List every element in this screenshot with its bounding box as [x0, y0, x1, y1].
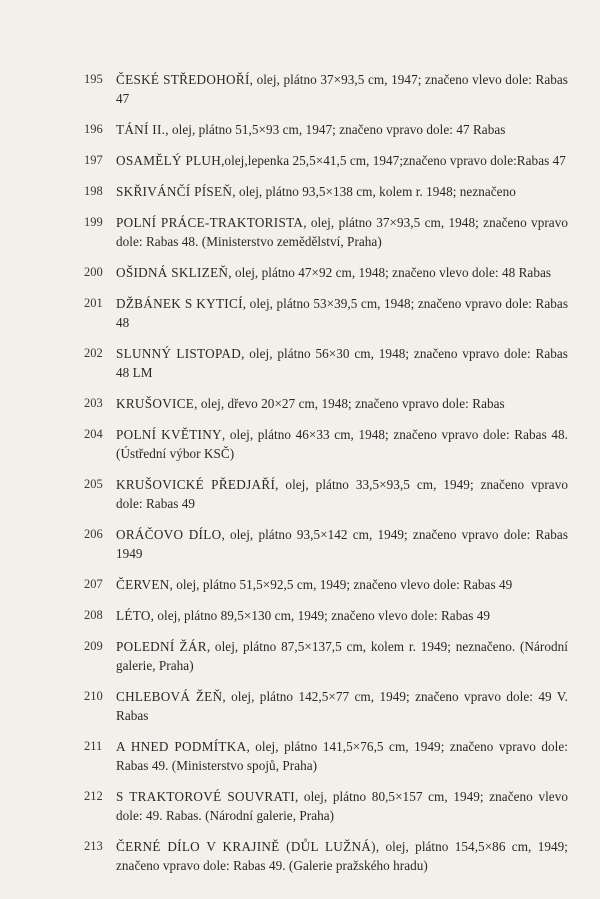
entry-details: , olej, plátno 37×93,5 cm, 1948; značeno vpravo dole: Rabas 48. (Ministerstvo zemědělství, Praha)	[116, 215, 568, 249]
entry-text	[116, 294, 568, 332]
catalog-entry-202	[84, 344, 568, 382]
entry-text	[116, 70, 568, 108]
entry-title: ČERVEN	[116, 577, 170, 592]
catalog-entry-198	[84, 182, 568, 201]
entry-number: 195	[84, 72, 103, 86]
catalog-page	[84, 70, 568, 887]
entry-text	[116, 151, 568, 170]
entry-details: , olej, plátno 33,5×93,5 cm, 1949; značeno vpravo dole: Rabas 49	[116, 477, 568, 511]
entry-details: , olej, plátno 46×33 cm, 1948; značeno vpravo dole: Rabas 48. (Ústřední výbor KSČ)	[116, 427, 568, 461]
entry-number: 196	[84, 122, 103, 136]
entry-number: 202	[84, 346, 103, 360]
entry-text	[116, 394, 568, 413]
entry-number: 204	[84, 427, 103, 441]
entry-title: S TRAKTOROVÉ SOUVRATI	[116, 789, 295, 804]
entry-details: , olej, plátno 56×30 cm, 1948; značeno vpravo dole: Rabas 48 LM	[116, 346, 568, 380]
catalog-entry-208	[84, 606, 568, 625]
entry-title: KRUŠOVICE	[116, 396, 195, 411]
entry-title: POLNÍ PRÁCE-TRAKTORISTA	[116, 215, 304, 230]
entry-text	[116, 606, 568, 625]
catalog-entry-212	[84, 787, 568, 825]
entry-title: LÉTO	[116, 608, 151, 623]
entry-title: OŠIDNÁ SKLIZEŇ	[116, 265, 229, 280]
catalog-entry-206	[84, 525, 568, 563]
entry-text	[116, 525, 568, 563]
entry-title: OSAMĚLÝ PLUH	[116, 153, 222, 168]
entry-number: 199	[84, 215, 103, 229]
entry-number: 210	[84, 689, 103, 703]
entry-text	[116, 475, 568, 513]
entry-number: 212	[84, 789, 103, 803]
entry-details: , olej, plátno 51,5×93 cm, 1947; značeno vpravo dole: 47 Rabas	[165, 122, 506, 137]
catalog-entry-201	[84, 294, 568, 332]
entry-details: , olej, plátno 51,5×92,5 cm, 1949; značeno vlevo dole: Rabas 49	[169, 577, 513, 592]
entry-details: , olej, plátno 80,5×157 cm, 1949; značeno vlevo dole: 49. Rabas. (Národní galerie, Praha)	[116, 789, 568, 823]
catalog-entry-196	[84, 120, 568, 139]
entry-title: ORÁČOVO DÍLO	[116, 527, 222, 542]
entry-title: SKŘIVÁNČÍ PÍSEŇ	[116, 184, 233, 199]
entry-number: 200	[84, 265, 103, 279]
catalog-entry-195	[84, 70, 568, 108]
entry-number: 209	[84, 639, 103, 653]
entry-number: 208	[84, 608, 103, 622]
entry-title: ČERNÉ DÍLO V KRAJINĚ (DŮL LUŽNÁ)	[116, 839, 376, 854]
catalog-entry-203	[84, 394, 568, 413]
entry-number: 201	[84, 296, 103, 310]
entry-details: , olej, plátno 47×92 cm, 1948; značeno vlevo dole: 48 Rabas	[228, 265, 552, 280]
entry-details: , olej, plátno 89,5×130 cm, 1949; značeno vlevo dole: Rabas 49	[150, 608, 491, 623]
entry-title: SLUNNÝ LISTOPAD	[116, 346, 242, 361]
entry-title: POLEDNÍ ŽÁR	[116, 639, 207, 654]
catalog-entry-199	[84, 213, 568, 251]
entry-number: 211	[84, 739, 103, 753]
entry-number: 205	[84, 477, 103, 491]
catalog-entry-209	[84, 637, 568, 675]
entry-number: 207	[84, 577, 103, 591]
entry-details: , olej, plátno 93,5×142 cm, 1949; značeno vpravo dole: Rabas 1949	[116, 527, 569, 561]
entry-details: , olej, plátno 93,5×138 cm, kolem r. 1948; neznačeno	[232, 184, 516, 199]
entry-details: ,olej,lepenka 25,5×41,5 cm, 1947;značeno vpravo dole:Rabas 47	[221, 153, 566, 168]
entry-title: CHLEBOVÁ ŽEŇ	[116, 689, 223, 704]
entry-title: KRUŠOVICKÉ PŘEDJAŘÍ	[116, 477, 276, 492]
entry-text	[116, 687, 568, 725]
entry-text	[116, 344, 568, 382]
entry-text	[116, 120, 568, 139]
entry-details: , olej, plátno 154,5×86 cm, 1949; značeno vpravo dole: Rabas 49. (Galerie pražského hradu)	[116, 839, 568, 873]
entry-number: 198	[84, 184, 103, 198]
catalog-entry-213	[84, 837, 568, 875]
entry-number: 203	[84, 396, 103, 410]
catalog-entry-204	[84, 425, 568, 463]
entry-title: POLNÍ KVĚTINY	[116, 427, 222, 442]
catalog-entry-197	[84, 151, 568, 170]
entry-number: 197	[84, 153, 103, 167]
catalog-entry-210	[84, 687, 568, 725]
entry-text	[116, 737, 568, 775]
entry-details: , olej, dřevo 20×27 cm, 1948; značeno vpravo dole: Rabas	[194, 396, 505, 411]
entry-title: TÁNÍ II.	[116, 122, 166, 137]
catalog-entry-205	[84, 475, 568, 513]
entry-number: 206	[84, 527, 103, 541]
catalog-entry-207	[84, 575, 568, 594]
entry-details: , olej, plátno 87,5×137,5 cm, kolem r. 1949; neznačeno. (Národní galerie, Praha)	[116, 639, 568, 673]
entry-text	[116, 575, 568, 594]
entry-text	[116, 425, 568, 463]
entry-details: , olej, plátno 141,5×76,5 cm, 1949; značeno vpravo dole: Rabas 49. (Ministerstvo spojů, Praha)	[116, 739, 568, 773]
entry-details: , olej, plátno 142,5×77 cm, 1949; značeno vpravo dole: 49 V. Rabas	[116, 689, 568, 723]
entry-details: , olej, plátno 37×93,5 cm, 1947; značeno vlevo dole: Rabas 47	[116, 72, 568, 106]
catalog-entry-200	[84, 263, 568, 282]
entry-title: A HNED PODMÍTKA	[116, 739, 247, 754]
entry-text	[116, 182, 568, 201]
entry-text	[116, 637, 568, 675]
entry-details: , olej, plátno 53×39,5 cm, 1948; značeno vpravo dole: Rabas 48	[116, 296, 568, 330]
entry-title: ČESKÉ STŘEDOHOŘÍ	[116, 72, 250, 87]
entry-text	[116, 787, 568, 825]
entry-title: DŽBÁNEK S KYTICÍ	[116, 296, 243, 311]
entry-number: 213	[84, 839, 103, 853]
catalog-entry-211	[84, 737, 568, 775]
entry-text	[116, 213, 568, 251]
entry-text	[116, 263, 568, 282]
entry-text	[116, 837, 568, 875]
